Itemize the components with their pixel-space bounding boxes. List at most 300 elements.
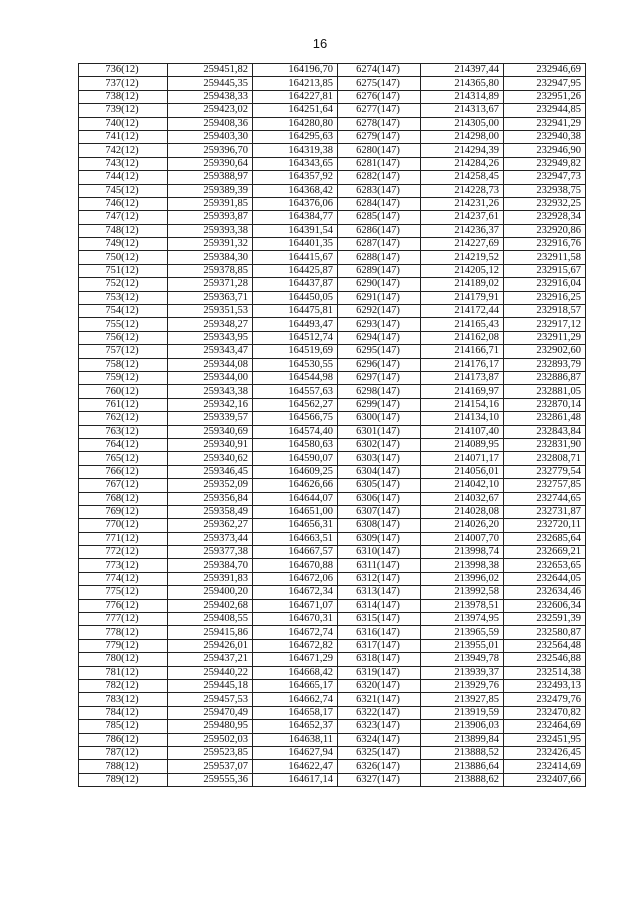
table-cell: 164319,38 bbox=[253, 144, 338, 157]
table-cell: 232946,69 bbox=[504, 64, 586, 77]
table-cell: 780(12) bbox=[79, 653, 168, 666]
table-cell: 6275(147) bbox=[338, 77, 421, 90]
table-row bbox=[79, 438, 586, 451]
table-cell: 164357,92 bbox=[253, 171, 338, 184]
table-cell: 164401,35 bbox=[253, 238, 338, 251]
table-cell: 232493,13 bbox=[504, 679, 586, 692]
table-row bbox=[79, 278, 586, 291]
table-row bbox=[79, 679, 586, 692]
table-cell: 232514,38 bbox=[504, 666, 586, 679]
table-cell: 259402,68 bbox=[168, 599, 253, 612]
table-row bbox=[79, 746, 586, 759]
table-cell: 786(12) bbox=[79, 733, 168, 746]
table-cell: 6310(147) bbox=[338, 546, 421, 559]
table-cell: 214298,00 bbox=[421, 130, 504, 143]
table-cell: 773(12) bbox=[79, 559, 168, 572]
table-cell: 259344,08 bbox=[168, 358, 253, 371]
table-cell: 164590,07 bbox=[253, 452, 338, 465]
table-cell: 259502,03 bbox=[168, 733, 253, 746]
table-cell: 759(12) bbox=[79, 371, 168, 384]
table-cell: 164658,17 bbox=[253, 706, 338, 719]
table-row bbox=[79, 519, 586, 532]
table-cell: 741(12) bbox=[79, 130, 168, 143]
table-row bbox=[79, 720, 586, 733]
table-cell: 742(12) bbox=[79, 144, 168, 157]
table-cell: 754(12) bbox=[79, 305, 168, 318]
table-cell: 232916,25 bbox=[504, 291, 586, 304]
table-row bbox=[79, 773, 586, 786]
table-cell: 784(12) bbox=[79, 706, 168, 719]
table-cell: 259393,87 bbox=[168, 211, 253, 224]
table-cell: 164376,06 bbox=[253, 197, 338, 210]
table-cell: 214365,80 bbox=[421, 77, 504, 90]
table-cell: 740(12) bbox=[79, 117, 168, 130]
table-cell: 6279(147) bbox=[338, 130, 421, 143]
table-row bbox=[79, 586, 586, 599]
table-cell: 782(12) bbox=[79, 679, 168, 692]
table-cell: 758(12) bbox=[79, 358, 168, 371]
table-row bbox=[79, 733, 586, 746]
table-cell: 6313(147) bbox=[338, 586, 421, 599]
table-row bbox=[79, 184, 586, 197]
table-cell: 6324(147) bbox=[338, 733, 421, 746]
table-cell: 164530,55 bbox=[253, 358, 338, 371]
table-cell: 232653,65 bbox=[504, 559, 586, 572]
table-cell: 768(12) bbox=[79, 492, 168, 505]
table-cell: 164644,07 bbox=[253, 492, 338, 505]
table-cell: 164652,37 bbox=[253, 720, 338, 733]
table-cell: 6316(147) bbox=[338, 626, 421, 639]
table-cell: 6326(147) bbox=[338, 760, 421, 773]
table-cell: 213998,38 bbox=[421, 559, 504, 572]
table-cell: 232870,14 bbox=[504, 398, 586, 411]
table-cell: 164617,14 bbox=[253, 773, 338, 786]
table-cell: 164627,94 bbox=[253, 746, 338, 759]
table-row bbox=[79, 117, 586, 130]
table-cell: 259451,82 bbox=[168, 64, 253, 77]
table-cell: 775(12) bbox=[79, 586, 168, 599]
table-cell: 232902,60 bbox=[504, 345, 586, 358]
table-cell: 232951,26 bbox=[504, 90, 586, 103]
table-cell: 164665,17 bbox=[253, 679, 338, 692]
table-cell: 6305(147) bbox=[338, 479, 421, 492]
table-cell: 213888,62 bbox=[421, 773, 504, 786]
table-cell: 259403,30 bbox=[168, 130, 253, 143]
table-cell: 164626,66 bbox=[253, 479, 338, 492]
table-row bbox=[79, 305, 586, 318]
table-cell: 232669,21 bbox=[504, 546, 586, 559]
table-cell: 213906,03 bbox=[421, 720, 504, 733]
table-cell: 6296(147) bbox=[338, 358, 421, 371]
table-cell: 6303(147) bbox=[338, 452, 421, 465]
table-cell: 164580,63 bbox=[253, 438, 338, 451]
table-cell: 164557,63 bbox=[253, 385, 338, 398]
table-cell: 6325(147) bbox=[338, 746, 421, 759]
table-cell: 232893,79 bbox=[504, 358, 586, 371]
table-cell: 214026,20 bbox=[421, 519, 504, 532]
table-cell: 259437,21 bbox=[168, 653, 253, 666]
table-cell: 774(12) bbox=[79, 572, 168, 585]
table-cell: 259391,85 bbox=[168, 197, 253, 210]
table-cell: 6304(147) bbox=[338, 465, 421, 478]
table-row bbox=[79, 157, 586, 170]
table-cell: 232911,29 bbox=[504, 331, 586, 344]
table-row bbox=[79, 639, 586, 652]
table-cell: 259340,69 bbox=[168, 425, 253, 438]
table-cell: 259423,02 bbox=[168, 104, 253, 117]
table-cell: 164450,05 bbox=[253, 291, 338, 304]
table-cell: 214313,67 bbox=[421, 104, 504, 117]
table-cell: 214189,02 bbox=[421, 278, 504, 291]
table-cell: 6308(147) bbox=[338, 519, 421, 532]
table-row bbox=[79, 666, 586, 679]
table-cell: 232731,87 bbox=[504, 505, 586, 518]
table-row bbox=[79, 599, 586, 612]
table-cell: 777(12) bbox=[79, 613, 168, 626]
table-cell: 214219,52 bbox=[421, 251, 504, 264]
table-cell: 164671,29 bbox=[253, 653, 338, 666]
table-row bbox=[79, 104, 586, 117]
table-cell: 232938,75 bbox=[504, 184, 586, 197]
table-row bbox=[79, 90, 586, 103]
table-cell: 6289(147) bbox=[338, 264, 421, 277]
table-cell: 214172,44 bbox=[421, 305, 504, 318]
table-cell: 164343,65 bbox=[253, 157, 338, 170]
table-cell: 214056,01 bbox=[421, 465, 504, 478]
table-cell: 6300(147) bbox=[338, 412, 421, 425]
table-row bbox=[79, 626, 586, 639]
table-cell: 745(12) bbox=[79, 184, 168, 197]
table-cell: 214305,00 bbox=[421, 117, 504, 130]
table-row bbox=[79, 318, 586, 331]
table-row bbox=[79, 197, 586, 210]
table-cell: 164566,75 bbox=[253, 412, 338, 425]
table-cell: 6306(147) bbox=[338, 492, 421, 505]
table-cell: 232580,87 bbox=[504, 626, 586, 639]
table-cell: 778(12) bbox=[79, 626, 168, 639]
table-cell: 6285(147) bbox=[338, 211, 421, 224]
table-cell: 164196,70 bbox=[253, 64, 338, 77]
table-cell: 213998,74 bbox=[421, 546, 504, 559]
table-cell: 232940,38 bbox=[504, 130, 586, 143]
table-cell: 213996,02 bbox=[421, 572, 504, 585]
table-cell: 259396,70 bbox=[168, 144, 253, 157]
table-cell: 6315(147) bbox=[338, 613, 421, 626]
table-cell: 232546,88 bbox=[504, 653, 586, 666]
table-cell: 6323(147) bbox=[338, 720, 421, 733]
table-cell: 789(12) bbox=[79, 773, 168, 786]
table-cell: 259415,86 bbox=[168, 626, 253, 639]
table-row bbox=[79, 144, 586, 157]
table-cell: 749(12) bbox=[79, 238, 168, 251]
table-cell: 213886,64 bbox=[421, 760, 504, 773]
table-cell: 213992,58 bbox=[421, 586, 504, 599]
table-cell: 214007,70 bbox=[421, 532, 504, 545]
table-cell: 6307(147) bbox=[338, 505, 421, 518]
table-cell: 6281(147) bbox=[338, 157, 421, 170]
table-cell: 232470,82 bbox=[504, 706, 586, 719]
table-cell: 259523,85 bbox=[168, 746, 253, 759]
table-cell: 259356,84 bbox=[168, 492, 253, 505]
table-cell: 232606,34 bbox=[504, 599, 586, 612]
table-cell: 164609,25 bbox=[253, 465, 338, 478]
table-cell: 6292(147) bbox=[338, 305, 421, 318]
table-cell: 259388,97 bbox=[168, 171, 253, 184]
table-row bbox=[79, 613, 586, 626]
table-cell: 164251,64 bbox=[253, 104, 338, 117]
table-cell: 756(12) bbox=[79, 331, 168, 344]
table-cell: 213919,59 bbox=[421, 706, 504, 719]
table-cell: 6274(147) bbox=[338, 64, 421, 77]
table-cell: 232861,48 bbox=[504, 412, 586, 425]
table-cell: 214284,26 bbox=[421, 157, 504, 170]
table-cell: 766(12) bbox=[79, 465, 168, 478]
table-row bbox=[79, 706, 586, 719]
table-cell: 750(12) bbox=[79, 251, 168, 264]
table-cell: 779(12) bbox=[79, 639, 168, 652]
table-cell: 747(12) bbox=[79, 211, 168, 224]
table-cell: 164493,47 bbox=[253, 318, 338, 331]
table-cell: 259358,49 bbox=[168, 505, 253, 518]
table-cell: 164213,85 bbox=[253, 77, 338, 90]
table-cell: 6297(147) bbox=[338, 371, 421, 384]
table-cell: 164227,81 bbox=[253, 90, 338, 103]
table-cell: 213929,76 bbox=[421, 679, 504, 692]
table-cell: 259343,95 bbox=[168, 331, 253, 344]
table-cell: 232916,76 bbox=[504, 238, 586, 251]
table-cell: 6322(147) bbox=[338, 706, 421, 719]
table-cell: 755(12) bbox=[79, 318, 168, 331]
table-cell: 214173,87 bbox=[421, 371, 504, 384]
table-cell: 214294,39 bbox=[421, 144, 504, 157]
table-cell: 259408,36 bbox=[168, 117, 253, 130]
table-cell: 259344,00 bbox=[168, 371, 253, 384]
table-cell: 214397,44 bbox=[421, 64, 504, 77]
table-cell: 6320(147) bbox=[338, 679, 421, 692]
table-cell: 214231,26 bbox=[421, 197, 504, 210]
table-cell: 232451,95 bbox=[504, 733, 586, 746]
table-cell: 764(12) bbox=[79, 438, 168, 451]
table-cell: 6321(147) bbox=[338, 693, 421, 706]
table-cell: 214134,10 bbox=[421, 412, 504, 425]
table-cell: 259438,33 bbox=[168, 90, 253, 103]
table-cell: 743(12) bbox=[79, 157, 168, 170]
table-cell: 164544,98 bbox=[253, 371, 338, 384]
table-cell: 6276(147) bbox=[338, 90, 421, 103]
table-cell: 259346,45 bbox=[168, 465, 253, 478]
table-cell: 6284(147) bbox=[338, 197, 421, 210]
table-cell: 164415,67 bbox=[253, 251, 338, 264]
table-row bbox=[79, 479, 586, 492]
table-cell: 259400,20 bbox=[168, 586, 253, 599]
table-cell: 232591,39 bbox=[504, 613, 586, 626]
table-cell: 259445,35 bbox=[168, 77, 253, 90]
table-row bbox=[79, 251, 586, 264]
table-row bbox=[79, 546, 586, 559]
table-row bbox=[79, 224, 586, 237]
table-cell: 214107,40 bbox=[421, 425, 504, 438]
table-cell: 164668,42 bbox=[253, 666, 338, 679]
table-cell: 164672,74 bbox=[253, 626, 338, 639]
table-row bbox=[79, 331, 586, 344]
table-cell: 164662,74 bbox=[253, 693, 338, 706]
table-cell: 259445,18 bbox=[168, 679, 253, 692]
table-cell: 214166,71 bbox=[421, 345, 504, 358]
table-cell: 164667,57 bbox=[253, 546, 338, 559]
table-cell: 214028,08 bbox=[421, 505, 504, 518]
table-cell: 6311(147) bbox=[338, 559, 421, 572]
table-cell: 259390,64 bbox=[168, 157, 253, 170]
table-cell: 164368,42 bbox=[253, 184, 338, 197]
table-cell: 259363,71 bbox=[168, 291, 253, 304]
table-cell: 232949,82 bbox=[504, 157, 586, 170]
table-row bbox=[79, 371, 586, 384]
table-cell: 164672,06 bbox=[253, 572, 338, 585]
table-cell: 214165,43 bbox=[421, 318, 504, 331]
table-cell: 164562,27 bbox=[253, 398, 338, 411]
table-cell: 213927,85 bbox=[421, 693, 504, 706]
table-cell: 6277(147) bbox=[338, 104, 421, 117]
table-cell: 6293(147) bbox=[338, 318, 421, 331]
table-cell: 738(12) bbox=[79, 90, 168, 103]
table-cell: 213974,95 bbox=[421, 613, 504, 626]
table-cell: 6298(147) bbox=[338, 385, 421, 398]
table-cell: 781(12) bbox=[79, 666, 168, 679]
table-row bbox=[79, 171, 586, 184]
table-row bbox=[79, 358, 586, 371]
table-cell: 765(12) bbox=[79, 452, 168, 465]
table-cell: 6317(147) bbox=[338, 639, 421, 652]
table-cell: 259343,38 bbox=[168, 385, 253, 398]
table-cell: 164638,11 bbox=[253, 733, 338, 746]
table-cell: 164391,54 bbox=[253, 224, 338, 237]
table-cell: 232464,69 bbox=[504, 720, 586, 733]
table-cell: 751(12) bbox=[79, 264, 168, 277]
table-cell: 232947,73 bbox=[504, 171, 586, 184]
table-cell: 259555,36 bbox=[168, 773, 253, 786]
table-cell: 767(12) bbox=[79, 479, 168, 492]
table-row bbox=[79, 398, 586, 411]
table-row bbox=[79, 264, 586, 277]
table-cell: 761(12) bbox=[79, 398, 168, 411]
table-cell: 164672,34 bbox=[253, 586, 338, 599]
table-row bbox=[79, 693, 586, 706]
table-cell: 771(12) bbox=[79, 532, 168, 545]
table-cell: 259340,62 bbox=[168, 452, 253, 465]
table-row bbox=[79, 492, 586, 505]
table-cell: 6291(147) bbox=[338, 291, 421, 304]
table-cell: 259537,07 bbox=[168, 760, 253, 773]
table-cell: 770(12) bbox=[79, 519, 168, 532]
table-cell: 259377,38 bbox=[168, 546, 253, 559]
table-row bbox=[79, 291, 586, 304]
page-number: 16 bbox=[312, 36, 328, 51]
table-cell: 164671,07 bbox=[253, 599, 338, 612]
table-row bbox=[79, 77, 586, 90]
table-cell: 214071,17 bbox=[421, 452, 504, 465]
table-cell: 737(12) bbox=[79, 77, 168, 90]
table-cell: 259457,53 bbox=[168, 693, 253, 706]
table-cell: 214089,95 bbox=[421, 438, 504, 451]
table-cell: 214169,97 bbox=[421, 385, 504, 398]
table-cell: 232886,87 bbox=[504, 371, 586, 384]
table-cell: 259343,47 bbox=[168, 345, 253, 358]
table-cell: 259426,01 bbox=[168, 639, 253, 652]
table-row bbox=[79, 505, 586, 518]
table-cell: 6278(147) bbox=[338, 117, 421, 130]
table-cell: 232744,65 bbox=[504, 492, 586, 505]
table-row bbox=[79, 425, 586, 438]
table-row bbox=[79, 452, 586, 465]
table-cell: 776(12) bbox=[79, 599, 168, 612]
table-cell: 6314(147) bbox=[338, 599, 421, 612]
table-row bbox=[79, 412, 586, 425]
table-cell: 164672,82 bbox=[253, 639, 338, 652]
table-cell: 214042,10 bbox=[421, 479, 504, 492]
table-cell: 214227,69 bbox=[421, 238, 504, 251]
table-cell: 232918,57 bbox=[504, 305, 586, 318]
table-row bbox=[79, 760, 586, 773]
table-cell: 232911,58 bbox=[504, 251, 586, 264]
table-cell: 6319(147) bbox=[338, 666, 421, 679]
table-cell: 6312(147) bbox=[338, 572, 421, 585]
table-cell: 164512,74 bbox=[253, 331, 338, 344]
table-cell: 785(12) bbox=[79, 720, 168, 733]
table-row bbox=[79, 532, 586, 545]
table-cell: 6290(147) bbox=[338, 278, 421, 291]
table-cell: 232881,05 bbox=[504, 385, 586, 398]
table-cell: 259371,28 bbox=[168, 278, 253, 291]
table-cell: 259393,38 bbox=[168, 224, 253, 237]
table-cell: 757(12) bbox=[79, 345, 168, 358]
table-cell: 213965,59 bbox=[421, 626, 504, 639]
table-cell: 259470,49 bbox=[168, 706, 253, 719]
table-cell: 213978,51 bbox=[421, 599, 504, 612]
table-row bbox=[79, 211, 586, 224]
table-cell: 748(12) bbox=[79, 224, 168, 237]
table-cell: 214179,91 bbox=[421, 291, 504, 304]
table-cell: 772(12) bbox=[79, 546, 168, 559]
table-cell: 762(12) bbox=[79, 412, 168, 425]
table-cell: 259378,85 bbox=[168, 264, 253, 277]
table-cell: 232414,69 bbox=[504, 760, 586, 773]
table-cell: 164280,80 bbox=[253, 117, 338, 130]
table-cell: 164295,63 bbox=[253, 130, 338, 143]
table-cell: 6286(147) bbox=[338, 224, 421, 237]
table-cell: 164384,77 bbox=[253, 211, 338, 224]
table-cell: 739(12) bbox=[79, 104, 168, 117]
table-cell: 214228,73 bbox=[421, 184, 504, 197]
table-cell: 753(12) bbox=[79, 291, 168, 304]
table-cell: 232946,90 bbox=[504, 144, 586, 157]
table-row bbox=[79, 559, 586, 572]
table-row bbox=[79, 385, 586, 398]
table-cell: 232426,45 bbox=[504, 746, 586, 759]
table-cell: 746(12) bbox=[79, 197, 168, 210]
table-cell: 259391,83 bbox=[168, 572, 253, 585]
table-cell: 232920,86 bbox=[504, 224, 586, 237]
table-cell: 232644,05 bbox=[504, 572, 586, 585]
table-cell: 214314,89 bbox=[421, 90, 504, 103]
table-cell: 164425,87 bbox=[253, 264, 338, 277]
table-cell: 6287(147) bbox=[338, 238, 421, 251]
table-cell: 164670,31 bbox=[253, 613, 338, 626]
table-cell: 232634,46 bbox=[504, 586, 586, 599]
table-row bbox=[79, 465, 586, 478]
table-cell: 6302(147) bbox=[338, 438, 421, 451]
table-cell: 213939,37 bbox=[421, 666, 504, 679]
table-body bbox=[79, 64, 586, 787]
